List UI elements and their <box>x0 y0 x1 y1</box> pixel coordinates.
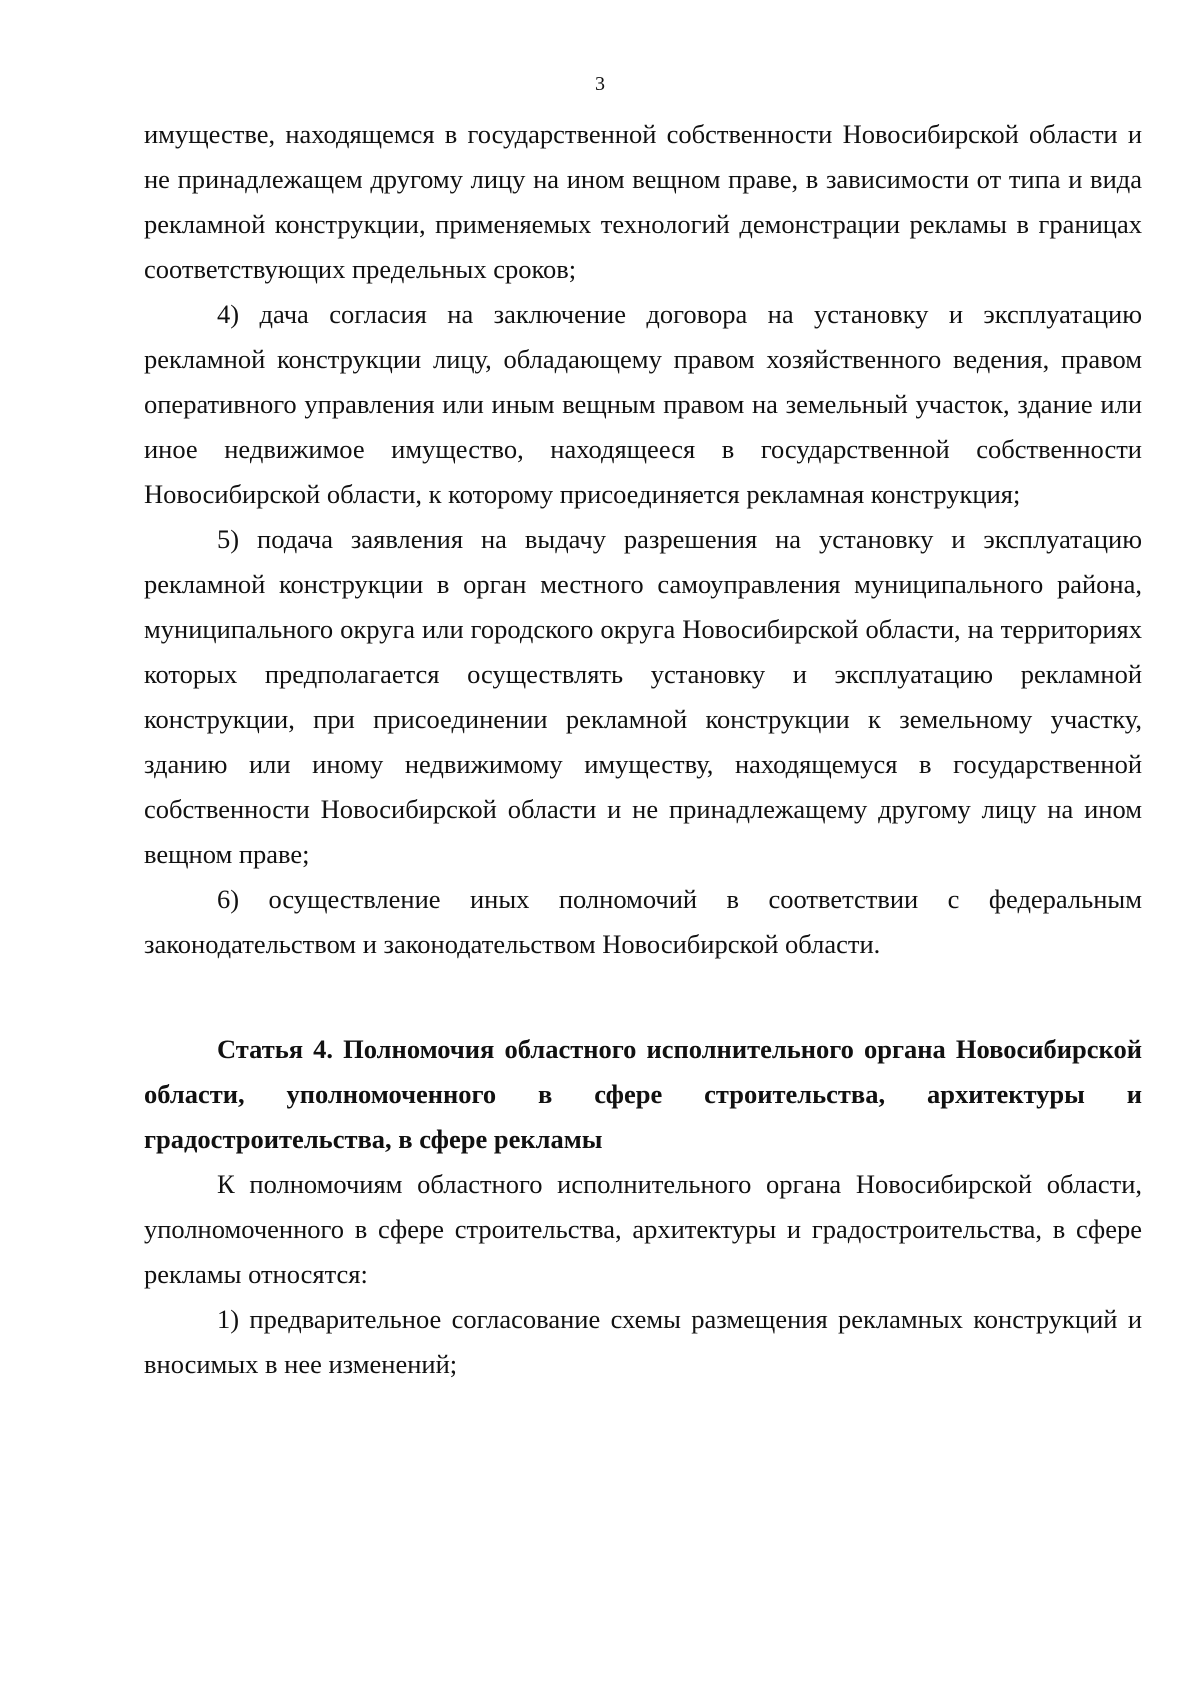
list-item-6: 6) осуществление иных полномочий в соответствии с федеральным законодательством и законодательством Новосибирской области. <box>144 884 1142 959</box>
paragraph-continuation: имуществе, находящемся в государственной собственности Новосибирской области и не принадлежащем другому лицу на ином вещном праве, в зависимости от типа и вида рекламной конструкции, применяемых технологий демонстрации рекламы в границах соответствующих предельных сроков; <box>144 119 1142 284</box>
list-item-5: 5) подача заявления на выдачу разрешения на установку и эксплуатацию рекламной конструкции в орган местного самоуправления муниципального района, муниципального округа или городского округа Новосибирской области, на территориях которых предполагается осуществлять установку и эксплуатацию рекламной конструкции, при присоединении рекламной конструкции к земельному участку, зданию или иному недвижимому имуществу, находящемуся в государственной собственности Новосибирской области и не принадлежащему другому лицу на ином вещном праве; <box>144 524 1142 869</box>
document-body <box>144 112 1142 1387</box>
article-intro: К полномочиям областного исполнительного органа Новосибирской области, уполномоченного в сфере строительства, архитектуры и градостроительства, в сфере рекламы относятся: <box>144 1169 1142 1289</box>
article-list-item-1: 1) предварительное согласование схемы размещения рекламных конструкций и вносимых в нее изменений; <box>144 1304 1142 1379</box>
page-number: 3 <box>595 73 605 95</box>
list-item-4: 4) дача согласия на заключение договора на установку и эксплуатацию рекламной конструкции лицу, обладающему правом хозяйственного ведения, правом оперативного управления или иным вещным правом на земельный участок, здание или иное недвижимое имущество, находящееся в государственной собственности Новосибирской области, к которому присоединяется рекламная конструкция; <box>144 299 1142 509</box>
article-heading: Статья 4. Полномочия областного исполнительного органа Новосибирской области, уполномоченного в сфере строительства, архитектуры и градостроительства, в сфере рекламы <box>144 1034 1142 1154</box>
section-spacer <box>144 967 1142 1027</box>
